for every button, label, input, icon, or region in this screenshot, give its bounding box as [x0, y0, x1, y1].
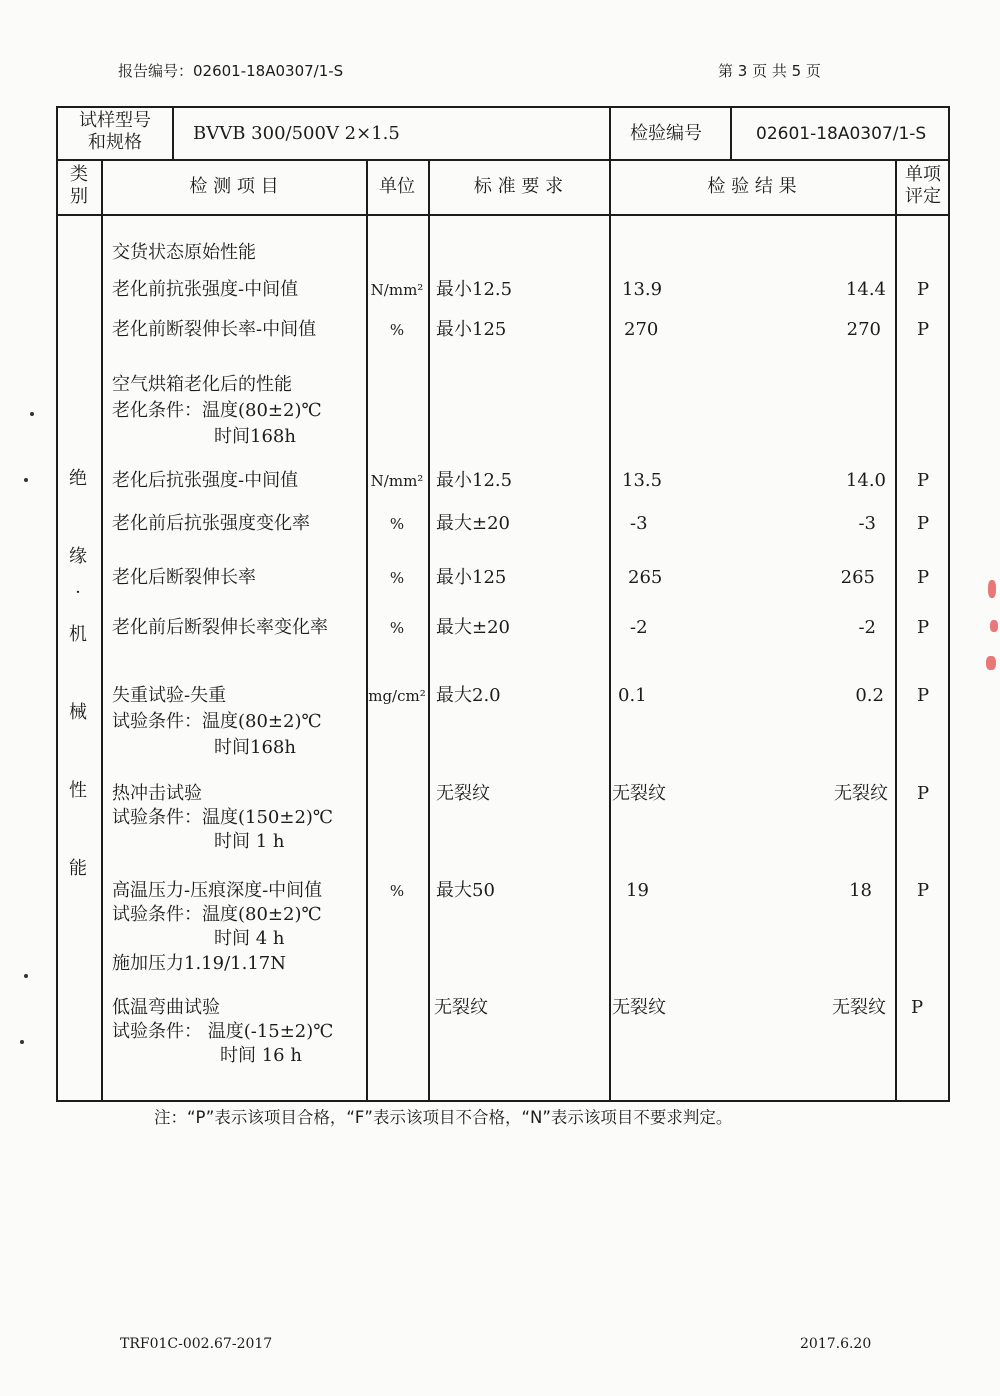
category-char: 械	[69, 702, 87, 723]
requirement-text: 最小125	[436, 319, 507, 340]
unit-text: %	[389, 569, 405, 587]
result-1: 0.1	[618, 685, 647, 706]
column-header-category: 类 别	[70, 164, 88, 207]
sample-value: BVVB 300/500V 2×1.5	[193, 123, 400, 144]
category-char: 机	[69, 624, 87, 645]
category-char: 绝	[69, 468, 87, 489]
unit-text: mg/cm²	[368, 687, 426, 705]
scan-speck	[30, 412, 34, 416]
result-2: 14.4	[845, 279, 886, 300]
item-text: 空气烘箱老化后的性能	[112, 374, 292, 395]
result-1: 270	[624, 319, 659, 340]
result-2: 无裂纹	[834, 783, 888, 804]
requirement-text: 无裂纹	[436, 783, 490, 804]
unit-text: N/mm²	[370, 281, 424, 299]
item-text: 失重试验-失重	[112, 685, 227, 706]
stamp-fragment	[986, 656, 996, 670]
item-text: 试验条件：温度(80±2)℃	[112, 711, 322, 732]
item-text: 施加压力1.19/1.17N	[112, 953, 286, 974]
sample-label: 试样型号 和规格	[79, 110, 151, 153]
stamp-fragment	[990, 620, 998, 632]
item-text: 热冲击试验	[112, 783, 202, 804]
result-2: 265	[840, 567, 875, 588]
unit-text: N/mm²	[370, 472, 424, 490]
result-2: -3	[858, 513, 876, 534]
result-2: 18	[849, 880, 872, 901]
item-text: 老化后断裂伸长率	[112, 567, 256, 588]
column-divider	[609, 106, 611, 160]
result-2: 0.2	[855, 685, 884, 706]
judgement: P	[916, 470, 930, 491]
stamp-fragment	[988, 580, 996, 598]
item-text: 低温弯曲试验	[112, 997, 220, 1018]
result-1: -3	[630, 513, 648, 534]
column-header-judgement: 单项 评定	[905, 164, 941, 207]
item-text: 老化后抗张强度-中间值	[112, 470, 299, 491]
item-text: 试验条件：温度(80±2)℃	[112, 904, 322, 925]
scan-speck	[20, 1040, 24, 1044]
result-2: -2	[858, 617, 876, 638]
report-number: 报告编号：02601-18A0307/1-S	[118, 62, 344, 80]
item-text: 老化前抗张强度-中间值	[112, 279, 299, 300]
requirement-text: 最大±20	[436, 617, 510, 638]
requirement-text: 无裂纹	[434, 997, 488, 1018]
item-text: 时间168h	[214, 426, 296, 447]
item-text: 时间 1 h	[214, 831, 285, 852]
item-text: 老化条件：温度(80±2)℃	[112, 400, 322, 421]
column-divider	[172, 106, 174, 160]
category-char: 性	[69, 780, 87, 801]
result-1: 无裂纹	[612, 783, 666, 804]
result-1: 无裂纹	[612, 997, 666, 1018]
requirement-text: 最大50	[436, 880, 495, 901]
test-number-label: 检验编号	[630, 123, 702, 144]
unit-text: %	[389, 321, 405, 339]
judgement: P	[916, 279, 930, 300]
column-divider	[101, 160, 103, 1102]
column-header-unit: 单位	[379, 176, 415, 197]
result-1: 13.9	[622, 279, 663, 300]
judgement: P	[916, 513, 930, 534]
judgement: P	[916, 319, 930, 340]
item-text: 老化前后抗张强度变化率	[112, 513, 310, 534]
judgement: P	[910, 997, 924, 1018]
item-text: 时间 4 h	[214, 928, 285, 949]
column-header-requirement: 标 准 要 求	[473, 176, 564, 197]
result-1: 265	[628, 567, 663, 588]
item-text: 老化前断裂伸长率-中间值	[112, 319, 317, 340]
requirement-text: 最小12.5	[436, 470, 513, 491]
item-text: 试验条件： 温度(-15±2)℃	[112, 1021, 334, 1042]
unit-text: %	[389, 515, 405, 533]
category-char: 能	[69, 858, 87, 879]
result-1: 19	[626, 880, 649, 901]
item-text: 老化前后断裂伸长率变化率	[112, 617, 328, 638]
judgement: P	[916, 567, 930, 588]
category-char: ·	[75, 582, 81, 603]
judgement: P	[916, 880, 930, 901]
result-1: -2	[630, 617, 648, 638]
item-text: 高温压力-压痕深度-中间值	[112, 880, 323, 901]
result-1: 13.5	[622, 470, 663, 491]
judgement: P	[916, 783, 930, 804]
item-text: 交货状态原始性能	[112, 242, 256, 263]
requirement-text: 最小125	[436, 567, 507, 588]
issue-date: 2017.6.20	[800, 1336, 872, 1352]
requirement-text: 最大2.0	[436, 685, 501, 706]
column-header-item: 检 测 项 目	[189, 176, 279, 197]
judgement: P	[916, 685, 930, 706]
unit-text: %	[389, 619, 405, 637]
result-2: 14.0	[845, 470, 886, 491]
result-2: 270	[846, 319, 881, 340]
requirement-text: 最小12.5	[436, 279, 513, 300]
row-divider	[56, 159, 950, 161]
column-divider	[609, 160, 611, 1102]
column-header-result: 检 验 结 果	[707, 176, 797, 197]
item-text: 试验条件：温度(150±2)℃	[112, 807, 334, 828]
item-text: 时间168h	[214, 737, 296, 758]
column-divider	[428, 160, 430, 1102]
page-number: 第 3 页 共 5 页	[718, 62, 821, 80]
footnote: 注：“P”表示该项目合格，“F”表示该项目不合格，“N”表示该项目不要求判定。	[154, 1108, 733, 1127]
scan-speck	[24, 478, 28, 482]
scan-speck	[24, 974, 28, 978]
category-char: 缘	[69, 546, 87, 567]
item-text: 时间 16 h	[220, 1045, 302, 1066]
test-number-value: 02601-18A0307/1-S	[756, 124, 927, 144]
form-number: TRF01C-002.67-2017	[120, 1336, 273, 1352]
row-divider	[56, 214, 950, 216]
result-2: 无裂纹	[832, 997, 886, 1018]
judgement: P	[916, 617, 930, 638]
requirement-text: 最大±20	[436, 513, 510, 534]
column-divider	[730, 106, 732, 160]
unit-text: %	[389, 882, 405, 900]
